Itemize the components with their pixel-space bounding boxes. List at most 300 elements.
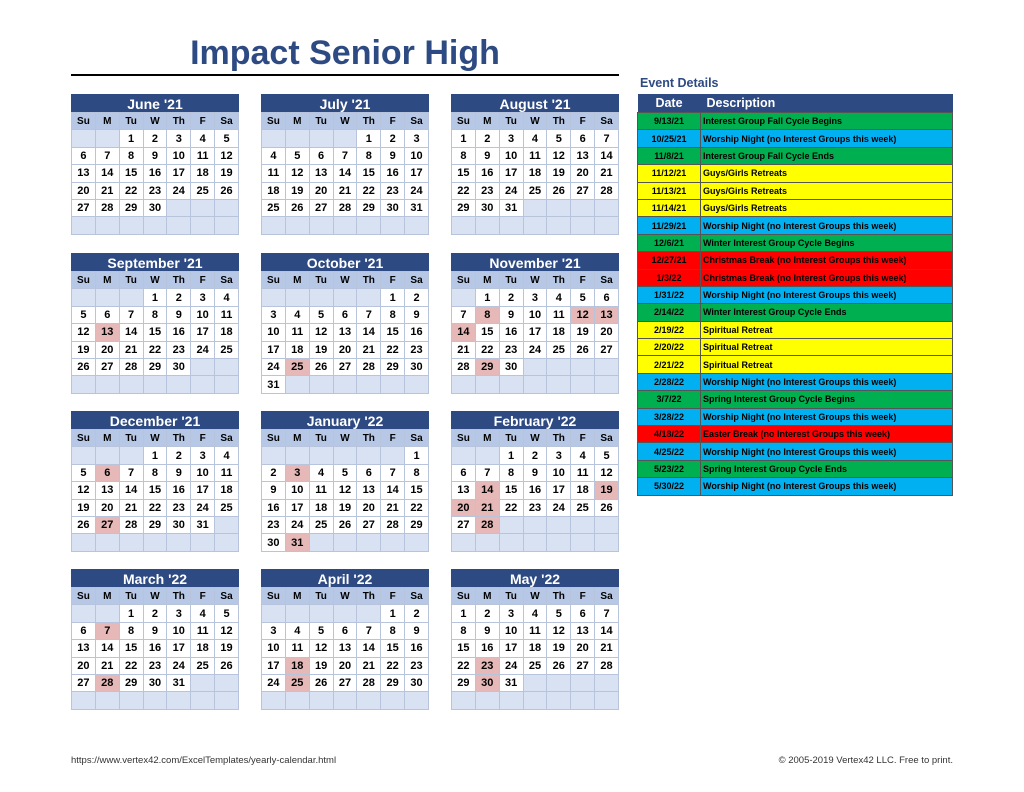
day-cell[interactable]: 15 [452,640,476,657]
day-cell[interactable]: 2 [523,447,547,464]
day-cell[interactable]: 31 [262,376,286,393]
day-cell[interactable]: 20 [595,324,619,341]
day-cell[interactable]: 20 [309,182,333,199]
day-cell[interactable]: 19 [547,640,571,657]
day-cell[interactable]: 18 [523,640,547,657]
day-cell[interactable]: 7 [95,622,119,639]
day-cell[interactable]: 15 [452,165,476,182]
day-cell[interactable]: 16 [143,165,167,182]
day-cell[interactable]: 17 [262,341,286,358]
day-cell[interactable]: 24 [499,657,523,674]
day-cell[interactable]: 6 [72,622,96,639]
day-cell[interactable]: 24 [285,516,309,533]
day-cell[interactable]: 24 [167,657,191,674]
day-cell[interactable]: 10 [191,464,215,481]
day-cell[interactable]: 7 [119,306,143,323]
day-cell[interactable]: 11 [547,306,571,323]
day-cell[interactable]: 12 [309,324,333,341]
day-cell[interactable]: 16 [475,165,499,182]
day-cell[interactable]: 30 [475,199,499,216]
day-cell[interactable]: 27 [595,341,619,358]
day-cell[interactable]: 15 [475,324,499,341]
day-cell[interactable]: 2 [405,605,429,622]
day-cell[interactable]: 2 [405,289,429,306]
day-cell[interactable]: 6 [571,605,595,622]
day-cell[interactable]: 5 [215,605,239,622]
day-cell[interactable]: 6 [452,464,476,481]
day-cell[interactable]: 1 [357,130,381,147]
day-cell[interactable]: 19 [309,657,333,674]
day-cell[interactable]: 23 [405,657,429,674]
day-cell[interactable]: 12 [215,622,239,639]
day-cell[interactable]: 1 [452,605,476,622]
day-cell[interactable]: 24 [547,499,571,516]
day-cell[interactable]: 14 [119,324,143,341]
day-cell[interactable]: 9 [143,147,167,164]
day-cell[interactable]: 30 [381,199,405,216]
day-cell[interactable]: 27 [571,182,595,199]
day-cell[interactable]: 18 [285,657,309,674]
day-cell[interactable]: 28 [95,674,119,691]
day-cell[interactable]: 8 [119,622,143,639]
day-cell[interactable]: 5 [285,147,309,164]
day-cell[interactable]: 1 [452,130,476,147]
day-cell[interactable]: 14 [119,482,143,499]
day-cell[interactable]: 4 [262,147,286,164]
day-cell[interactable]: 9 [167,306,191,323]
day-cell[interactable]: 16 [262,499,286,516]
day-cell[interactable]: 2 [143,130,167,147]
day-cell[interactable]: 25 [262,199,286,216]
day-cell[interactable]: 4 [523,130,547,147]
day-cell[interactable]: 13 [333,640,357,657]
day-cell[interactable]: 10 [262,324,286,341]
day-cell[interactable]: 16 [381,165,405,182]
day-cell[interactable]: 25 [215,341,239,358]
day-cell[interactable]: 13 [95,324,119,341]
day-cell[interactable]: 10 [262,640,286,657]
day-cell[interactable]: 12 [215,147,239,164]
day-cell[interactable]: 30 [143,199,167,216]
day-cell[interactable]: 12 [571,306,595,323]
day-cell[interactable]: 17 [167,640,191,657]
day-cell[interactable]: 26 [333,516,357,533]
day-cell[interactable]: 3 [547,447,571,464]
day-cell[interactable]: 27 [452,516,476,533]
day-cell[interactable]: 16 [475,640,499,657]
day-cell[interactable]: 10 [191,306,215,323]
day-cell[interactable]: 20 [333,657,357,674]
day-cell[interactable]: 4 [285,622,309,639]
day-cell[interactable]: 11 [191,147,215,164]
day-cell[interactable]: 28 [357,358,381,375]
day-cell[interactable]: 11 [215,464,239,481]
day-cell[interactable]: 5 [547,605,571,622]
day-cell[interactable]: 25 [547,341,571,358]
day-cell[interactable]: 29 [381,358,405,375]
day-cell[interactable]: 3 [167,130,191,147]
day-cell[interactable]: 25 [191,182,215,199]
day-cell[interactable]: 17 [499,165,523,182]
day-cell[interactable]: 21 [357,657,381,674]
day-cell[interactable]: 18 [523,165,547,182]
day-cell[interactable]: 10 [167,622,191,639]
day-cell[interactable]: 24 [191,341,215,358]
day-cell[interactable]: 29 [119,199,143,216]
day-cell[interactable]: 28 [357,674,381,691]
day-cell[interactable]: 29 [357,199,381,216]
day-cell[interactable]: 5 [72,306,96,323]
day-cell[interactable]: 28 [333,199,357,216]
day-cell[interactable]: 29 [475,358,499,375]
day-cell[interactable]: 3 [405,130,429,147]
day-cell[interactable]: 2 [167,447,191,464]
day-cell[interactable]: 9 [499,306,523,323]
day-cell[interactable]: 28 [595,182,619,199]
day-cell[interactable]: 16 [523,482,547,499]
day-cell[interactable]: 4 [215,447,239,464]
day-cell[interactable]: 25 [215,499,239,516]
day-cell[interactable]: 11 [309,482,333,499]
day-cell[interactable]: 13 [72,165,96,182]
day-cell[interactable]: 19 [547,165,571,182]
day-cell[interactable]: 2 [143,605,167,622]
day-cell[interactable]: 7 [381,464,405,481]
day-cell[interactable]: 13 [95,482,119,499]
day-cell[interactable]: 9 [405,306,429,323]
day-cell[interactable]: 3 [191,289,215,306]
day-cell[interactable]: 4 [523,605,547,622]
day-cell[interactable]: 3 [167,605,191,622]
day-cell[interactable]: 18 [215,324,239,341]
day-cell[interactable]: 25 [285,674,309,691]
day-cell[interactable]: 13 [452,482,476,499]
day-cell[interactable]: 21 [381,499,405,516]
day-cell[interactable]: 21 [452,341,476,358]
day-cell[interactable]: 2 [475,130,499,147]
day-cell[interactable]: 6 [333,306,357,323]
day-cell[interactable]: 9 [523,464,547,481]
day-cell[interactable]: 6 [357,464,381,481]
day-cell[interactable]: 1 [381,605,405,622]
day-cell[interactable]: 19 [333,499,357,516]
day-cell[interactable]: 22 [452,182,476,199]
day-cell[interactable]: 11 [523,147,547,164]
day-cell[interactable]: 30 [167,358,191,375]
day-cell[interactable]: 3 [499,130,523,147]
day-cell[interactable]: 5 [547,130,571,147]
day-cell[interactable]: 10 [523,306,547,323]
day-cell[interactable]: 1 [381,289,405,306]
day-cell[interactable]: 1 [119,130,143,147]
day-cell[interactable]: 29 [143,516,167,533]
day-cell[interactable]: 23 [475,182,499,199]
day-cell[interactable]: 14 [452,324,476,341]
day-cell[interactable]: 17 [405,165,429,182]
day-cell[interactable]: 18 [547,324,571,341]
day-cell[interactable]: 8 [143,464,167,481]
day-cell[interactable]: 29 [381,674,405,691]
day-cell[interactable]: 6 [95,464,119,481]
day-cell[interactable]: 29 [119,674,143,691]
day-cell[interactable]: 8 [381,306,405,323]
day-cell[interactable]: 31 [405,199,429,216]
day-cell[interactable]: 28 [595,657,619,674]
day-cell[interactable]: 6 [72,147,96,164]
day-cell[interactable]: 4 [309,464,333,481]
day-cell[interactable]: 16 [143,640,167,657]
day-cell[interactable]: 27 [333,674,357,691]
day-cell[interactable]: 19 [215,640,239,657]
day-cell[interactable]: 29 [143,358,167,375]
day-cell[interactable]: 23 [499,341,523,358]
day-cell[interactable]: 19 [215,165,239,182]
day-cell[interactable]: 16 [167,482,191,499]
day-cell[interactable]: 24 [167,182,191,199]
day-cell[interactable]: 1 [143,289,167,306]
day-cell[interactable]: 26 [309,674,333,691]
day-cell[interactable]: 17 [191,482,215,499]
day-cell[interactable]: 23 [405,341,429,358]
day-cell[interactable]: 31 [285,534,309,551]
day-cell[interactable]: 12 [333,482,357,499]
day-cell[interactable]: 7 [475,464,499,481]
day-cell[interactable]: 23 [475,657,499,674]
day-cell[interactable]: 13 [571,147,595,164]
day-cell[interactable]: 20 [571,165,595,182]
day-cell[interactable]: 26 [72,516,96,533]
day-cell[interactable]: 18 [309,499,333,516]
day-cell[interactable]: 14 [357,324,381,341]
day-cell[interactable]: 28 [381,516,405,533]
day-cell[interactable]: 22 [143,499,167,516]
day-cell[interactable]: 17 [547,482,571,499]
day-cell[interactable]: 28 [95,199,119,216]
day-cell[interactable]: 24 [499,182,523,199]
day-cell[interactable]: 27 [72,199,96,216]
day-cell[interactable]: 9 [262,482,286,499]
day-cell[interactable]: 20 [571,640,595,657]
day-cell[interactable]: 26 [215,657,239,674]
day-cell[interactable]: 27 [333,358,357,375]
day-cell[interactable]: 30 [499,358,523,375]
day-cell[interactable]: 2 [499,289,523,306]
day-cell[interactable]: 20 [333,341,357,358]
day-cell[interactable]: 8 [452,622,476,639]
day-cell[interactable]: 24 [405,182,429,199]
day-cell[interactable]: 6 [595,289,619,306]
day-cell[interactable]: 2 [262,464,286,481]
day-cell[interactable]: 8 [381,622,405,639]
day-cell[interactable]: 22 [452,657,476,674]
day-cell[interactable]: 21 [333,182,357,199]
day-cell[interactable]: 16 [167,324,191,341]
day-cell[interactable]: 12 [72,482,96,499]
day-cell[interactable]: 31 [167,674,191,691]
day-cell[interactable]: 6 [333,622,357,639]
day-cell[interactable]: 21 [119,499,143,516]
day-cell[interactable]: 19 [72,341,96,358]
day-cell[interactable]: 12 [309,640,333,657]
day-cell[interactable]: 29 [452,674,476,691]
day-cell[interactable]: 25 [309,516,333,533]
day-cell[interactable]: 30 [405,674,429,691]
day-cell[interactable]: 2 [167,289,191,306]
day-cell[interactable]: 2 [381,130,405,147]
day-cell[interactable]: 17 [285,499,309,516]
day-cell[interactable]: 28 [475,516,499,533]
day-cell[interactable]: 2 [475,605,499,622]
day-cell[interactable]: 29 [405,516,429,533]
day-cell[interactable]: 27 [95,358,119,375]
day-cell[interactable]: 8 [119,147,143,164]
day-cell[interactable]: 3 [523,289,547,306]
day-cell[interactable]: 12 [72,324,96,341]
day-cell[interactable]: 19 [595,482,619,499]
day-cell[interactable]: 8 [475,306,499,323]
day-cell[interactable]: 25 [191,657,215,674]
day-cell[interactable]: 11 [262,165,286,182]
day-cell[interactable]: 17 [523,324,547,341]
day-cell[interactable]: 14 [357,640,381,657]
day-cell[interactable]: 17 [499,640,523,657]
day-cell[interactable]: 28 [452,358,476,375]
day-cell[interactable]: 12 [547,147,571,164]
day-cell[interactable]: 30 [405,358,429,375]
day-cell[interactable]: 30 [167,516,191,533]
day-cell[interactable]: 5 [72,464,96,481]
day-cell[interactable]: 11 [285,640,309,657]
day-cell[interactable]: 26 [309,358,333,375]
day-cell[interactable]: 31 [499,199,523,216]
day-cell[interactable]: 7 [333,147,357,164]
day-cell[interactable]: 24 [262,674,286,691]
day-cell[interactable]: 14 [475,482,499,499]
day-cell[interactable]: 11 [285,324,309,341]
day-cell[interactable]: 30 [143,674,167,691]
day-cell[interactable]: 21 [595,165,619,182]
day-cell[interactable]: 27 [357,516,381,533]
day-cell[interactable]: 18 [262,182,286,199]
day-cell[interactable]: 21 [357,341,381,358]
day-cell[interactable]: 4 [285,306,309,323]
day-cell[interactable]: 5 [309,306,333,323]
day-cell[interactable]: 26 [72,358,96,375]
day-cell[interactable]: 10 [167,147,191,164]
day-cell[interactable]: 7 [357,306,381,323]
day-cell[interactable]: 19 [309,341,333,358]
day-cell[interactable]: 18 [285,341,309,358]
day-cell[interactable]: 23 [381,182,405,199]
day-cell[interactable]: 5 [333,464,357,481]
day-cell[interactable]: 11 [191,622,215,639]
day-cell[interactable]: 8 [499,464,523,481]
day-cell[interactable]: 10 [547,464,571,481]
day-cell[interactable]: 20 [452,499,476,516]
day-cell[interactable]: 5 [571,289,595,306]
day-cell[interactable]: 14 [333,165,357,182]
day-cell[interactable]: 7 [95,147,119,164]
day-cell[interactable]: 9 [405,622,429,639]
day-cell[interactable]: 17 [167,165,191,182]
day-cell[interactable]: 10 [499,622,523,639]
day-cell[interactable]: 12 [285,165,309,182]
day-cell[interactable]: 27 [95,516,119,533]
day-cell[interactable]: 28 [119,516,143,533]
day-cell[interactable]: 8 [143,306,167,323]
day-cell[interactable]: 15 [381,640,405,657]
day-cell[interactable]: 5 [595,447,619,464]
day-cell[interactable]: 23 [143,657,167,674]
day-cell[interactable]: 7 [595,130,619,147]
day-cell[interactable]: 13 [571,622,595,639]
day-cell[interactable]: 30 [475,674,499,691]
day-cell[interactable]: 26 [595,499,619,516]
day-cell[interactable]: 5 [215,130,239,147]
day-cell[interactable]: 18 [215,482,239,499]
day-cell[interactable]: 22 [143,341,167,358]
day-cell[interactable]: 3 [262,306,286,323]
day-cell[interactable]: 31 [499,674,523,691]
day-cell[interactable]: 15 [405,482,429,499]
day-cell[interactable]: 26 [547,182,571,199]
day-cell[interactable]: 20 [72,182,96,199]
day-cell[interactable]: 6 [571,130,595,147]
day-cell[interactable]: 27 [72,674,96,691]
day-cell[interactable]: 21 [95,182,119,199]
day-cell[interactable]: 1 [405,447,429,464]
day-cell[interactable]: 5 [309,622,333,639]
day-cell[interactable]: 22 [405,499,429,516]
day-cell[interactable]: 15 [119,640,143,657]
day-cell[interactable]: 20 [72,657,96,674]
day-cell[interactable]: 21 [119,341,143,358]
day-cell[interactable]: 14 [95,165,119,182]
day-cell[interactable]: 1 [119,605,143,622]
day-cell[interactable]: 18 [571,482,595,499]
day-cell[interactable]: 26 [285,199,309,216]
day-cell[interactable]: 23 [167,341,191,358]
day-cell[interactable]: 27 [309,199,333,216]
day-cell[interactable]: 15 [119,165,143,182]
day-cell[interactable]: 13 [595,306,619,323]
day-cell[interactable]: 14 [595,147,619,164]
day-cell[interactable]: 22 [381,657,405,674]
day-cell[interactable]: 22 [119,657,143,674]
day-cell[interactable]: 22 [381,341,405,358]
day-cell[interactable]: 15 [499,482,523,499]
day-cell[interactable]: 11 [523,622,547,639]
day-cell[interactable]: 1 [143,447,167,464]
day-cell[interactable]: 15 [381,324,405,341]
day-cell[interactable]: 19 [72,499,96,516]
day-cell[interactable]: 21 [95,657,119,674]
day-cell[interactable]: 16 [499,324,523,341]
day-cell[interactable]: 11 [571,464,595,481]
day-cell[interactable]: 6 [309,147,333,164]
day-cell[interactable]: 21 [475,499,499,516]
day-cell[interactable]: 22 [499,499,523,516]
day-cell[interactable]: 29 [452,199,476,216]
day-cell[interactable]: 28 [119,358,143,375]
day-cell[interactable]: 12 [595,464,619,481]
day-cell[interactable]: 9 [475,147,499,164]
day-cell[interactable]: 25 [285,358,309,375]
day-cell[interactable]: 13 [72,640,96,657]
day-cell[interactable]: 13 [357,482,381,499]
day-cell[interactable]: 20 [357,499,381,516]
day-cell[interactable]: 14 [95,640,119,657]
